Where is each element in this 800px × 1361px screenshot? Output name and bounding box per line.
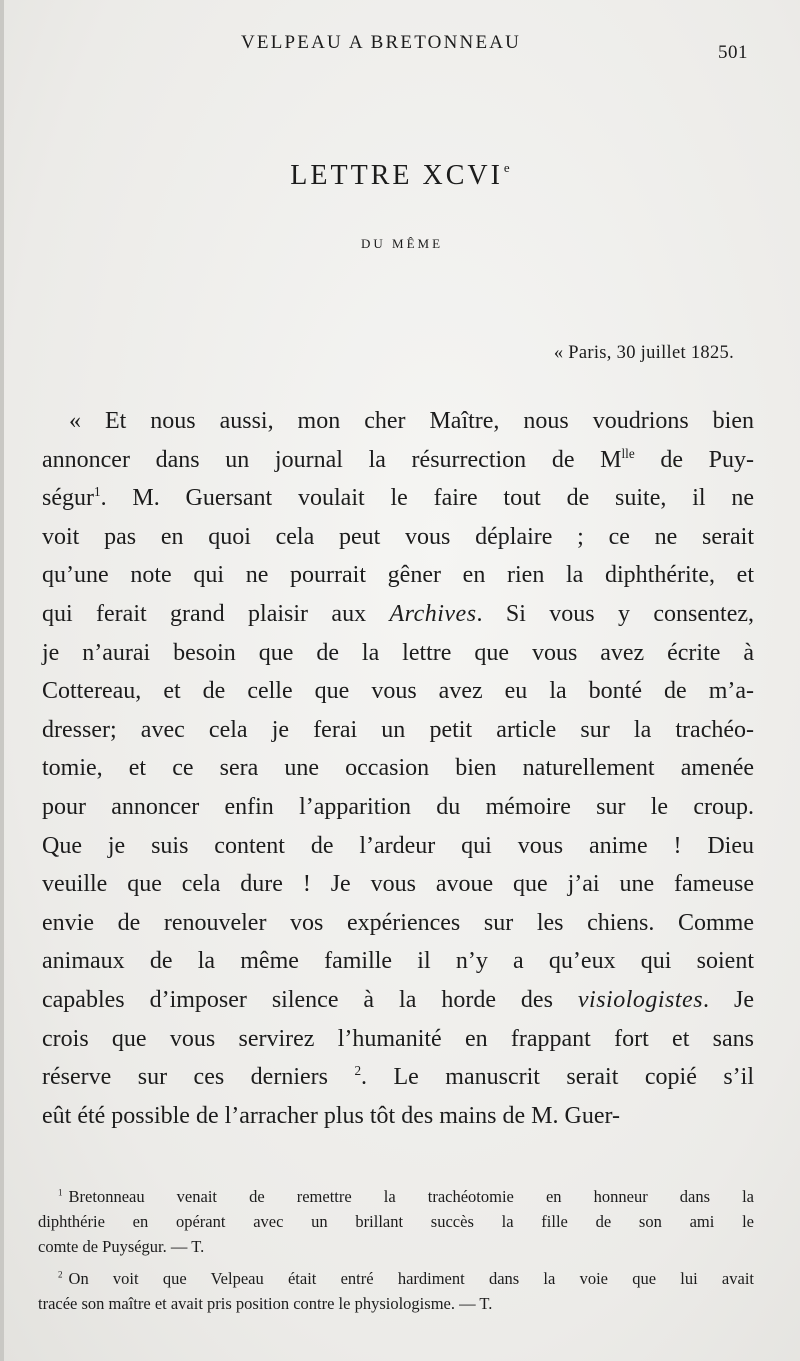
- body-line: eût été possible de l’arracher plus tôt des mains de M. Guer-: [42, 1102, 621, 1129]
- body-line: capables d’imposer silence à la horde des visiologistes. Je: [42, 986, 754, 1013]
- italic-title: visiologistes: [577, 986, 704, 1013]
- body-line: Que je suis content de l’ardeur qui vous anime ! Dieu: [42, 832, 754, 859]
- letter-body: [42, 402, 754, 1135]
- body-line: qui ferait grand plaisir aux Archives. Si vous y consentez,: [42, 600, 754, 627]
- body-line: je n’aurai besoin que de la lettre que vous avez écrite à: [42, 639, 754, 666]
- footnote-mark: 2: [58, 1269, 63, 1280]
- footnote-line: $^1$ Bretonneau venait de remettre la trachéotomie en honneur dans la: [38, 1184, 754, 1209]
- footnote-line: $^2$ On voit que Velpeau était entré hardiment dans la voie que lui avait: [38, 1266, 754, 1291]
- body-line: « Et nous aussi, mon cher Maître, nous voudrions bien: [69, 408, 754, 434]
- footnote-mark: 1: [58, 1187, 63, 1198]
- letter-title-suffix: e: [503, 160, 510, 175]
- body-line: qu’une note qui ne pourrait gêner en rien la diphthérite, et: [42, 562, 754, 589]
- letter-title: [0, 160, 800, 192]
- body-line: veuille que cela dure ! Je vous avoue que j’ai une fameuse: [42, 871, 754, 898]
- body-line: ségur$^1$. M. Guersant voulait le faire tout de suite, il ne: [42, 483, 754, 512]
- superscript: 1: [93, 483, 101, 499]
- superscript: lle: [621, 445, 635, 461]
- footnote-line: tracée son maître et avait pris position contre le physiologisme. — T.: [38, 1294, 493, 1313]
- letter-subtitle: DU MÊME: [360, 236, 444, 251]
- running-head: [0, 32, 800, 62]
- footnote-line: comte de Puységur. — T.: [38, 1237, 205, 1256]
- footnote: [38, 1266, 754, 1316]
- page-number: 501: [718, 42, 748, 63]
- body-line: envie de renouveler vos expériences sur les chiens. Comme: [42, 909, 754, 936]
- italic-title: Archives: [389, 600, 477, 627]
- page-edge: [0, 0, 4, 1361]
- letter-title-text: LETTRE XCVI: [290, 160, 503, 191]
- footnotes: [38, 1184, 754, 1323]
- body-line: animaux de la même famille il n’y a qu’eux qui soient: [42, 948, 754, 975]
- footnote: [38, 1184, 754, 1259]
- body-line: réserve sur ces derniers $^2$. Le manuscrit serait copié s’il: [42, 1062, 754, 1091]
- body-line: crois que vous servirez l’humanité en frappant fort et sans: [42, 1025, 754, 1052]
- running-title: VELPEAU A BRETONNEAU: [241, 32, 522, 53]
- body-line: tomie, et ce sera une occasion bien naturellement amenée: [42, 755, 754, 782]
- footnote-line: diphthérie en opérant avec un brillant succès la fille de son ami le: [38, 1212, 754, 1231]
- body-line: voit pas en quoi cela peut vous déplaire ; ce ne serait: [42, 523, 754, 550]
- body-line: Cottereau, et de celle que vous avez eu la bonté de m’a-: [42, 678, 754, 705]
- body-line: dresser; avec cela je ferai un petit article sur la trachéo-: [42, 716, 754, 743]
- body-line: annoncer dans un journal la résurrection de $M^{lle}$ de Puy-: [42, 445, 755, 473]
- superscript: 2: [354, 1062, 362, 1078]
- dateline: « Paris, 30 juillet 1825.: [553, 343, 734, 363]
- body-line: pour annoncer enfin l’apparition du mémoire sur le croup.: [42, 793, 754, 820]
